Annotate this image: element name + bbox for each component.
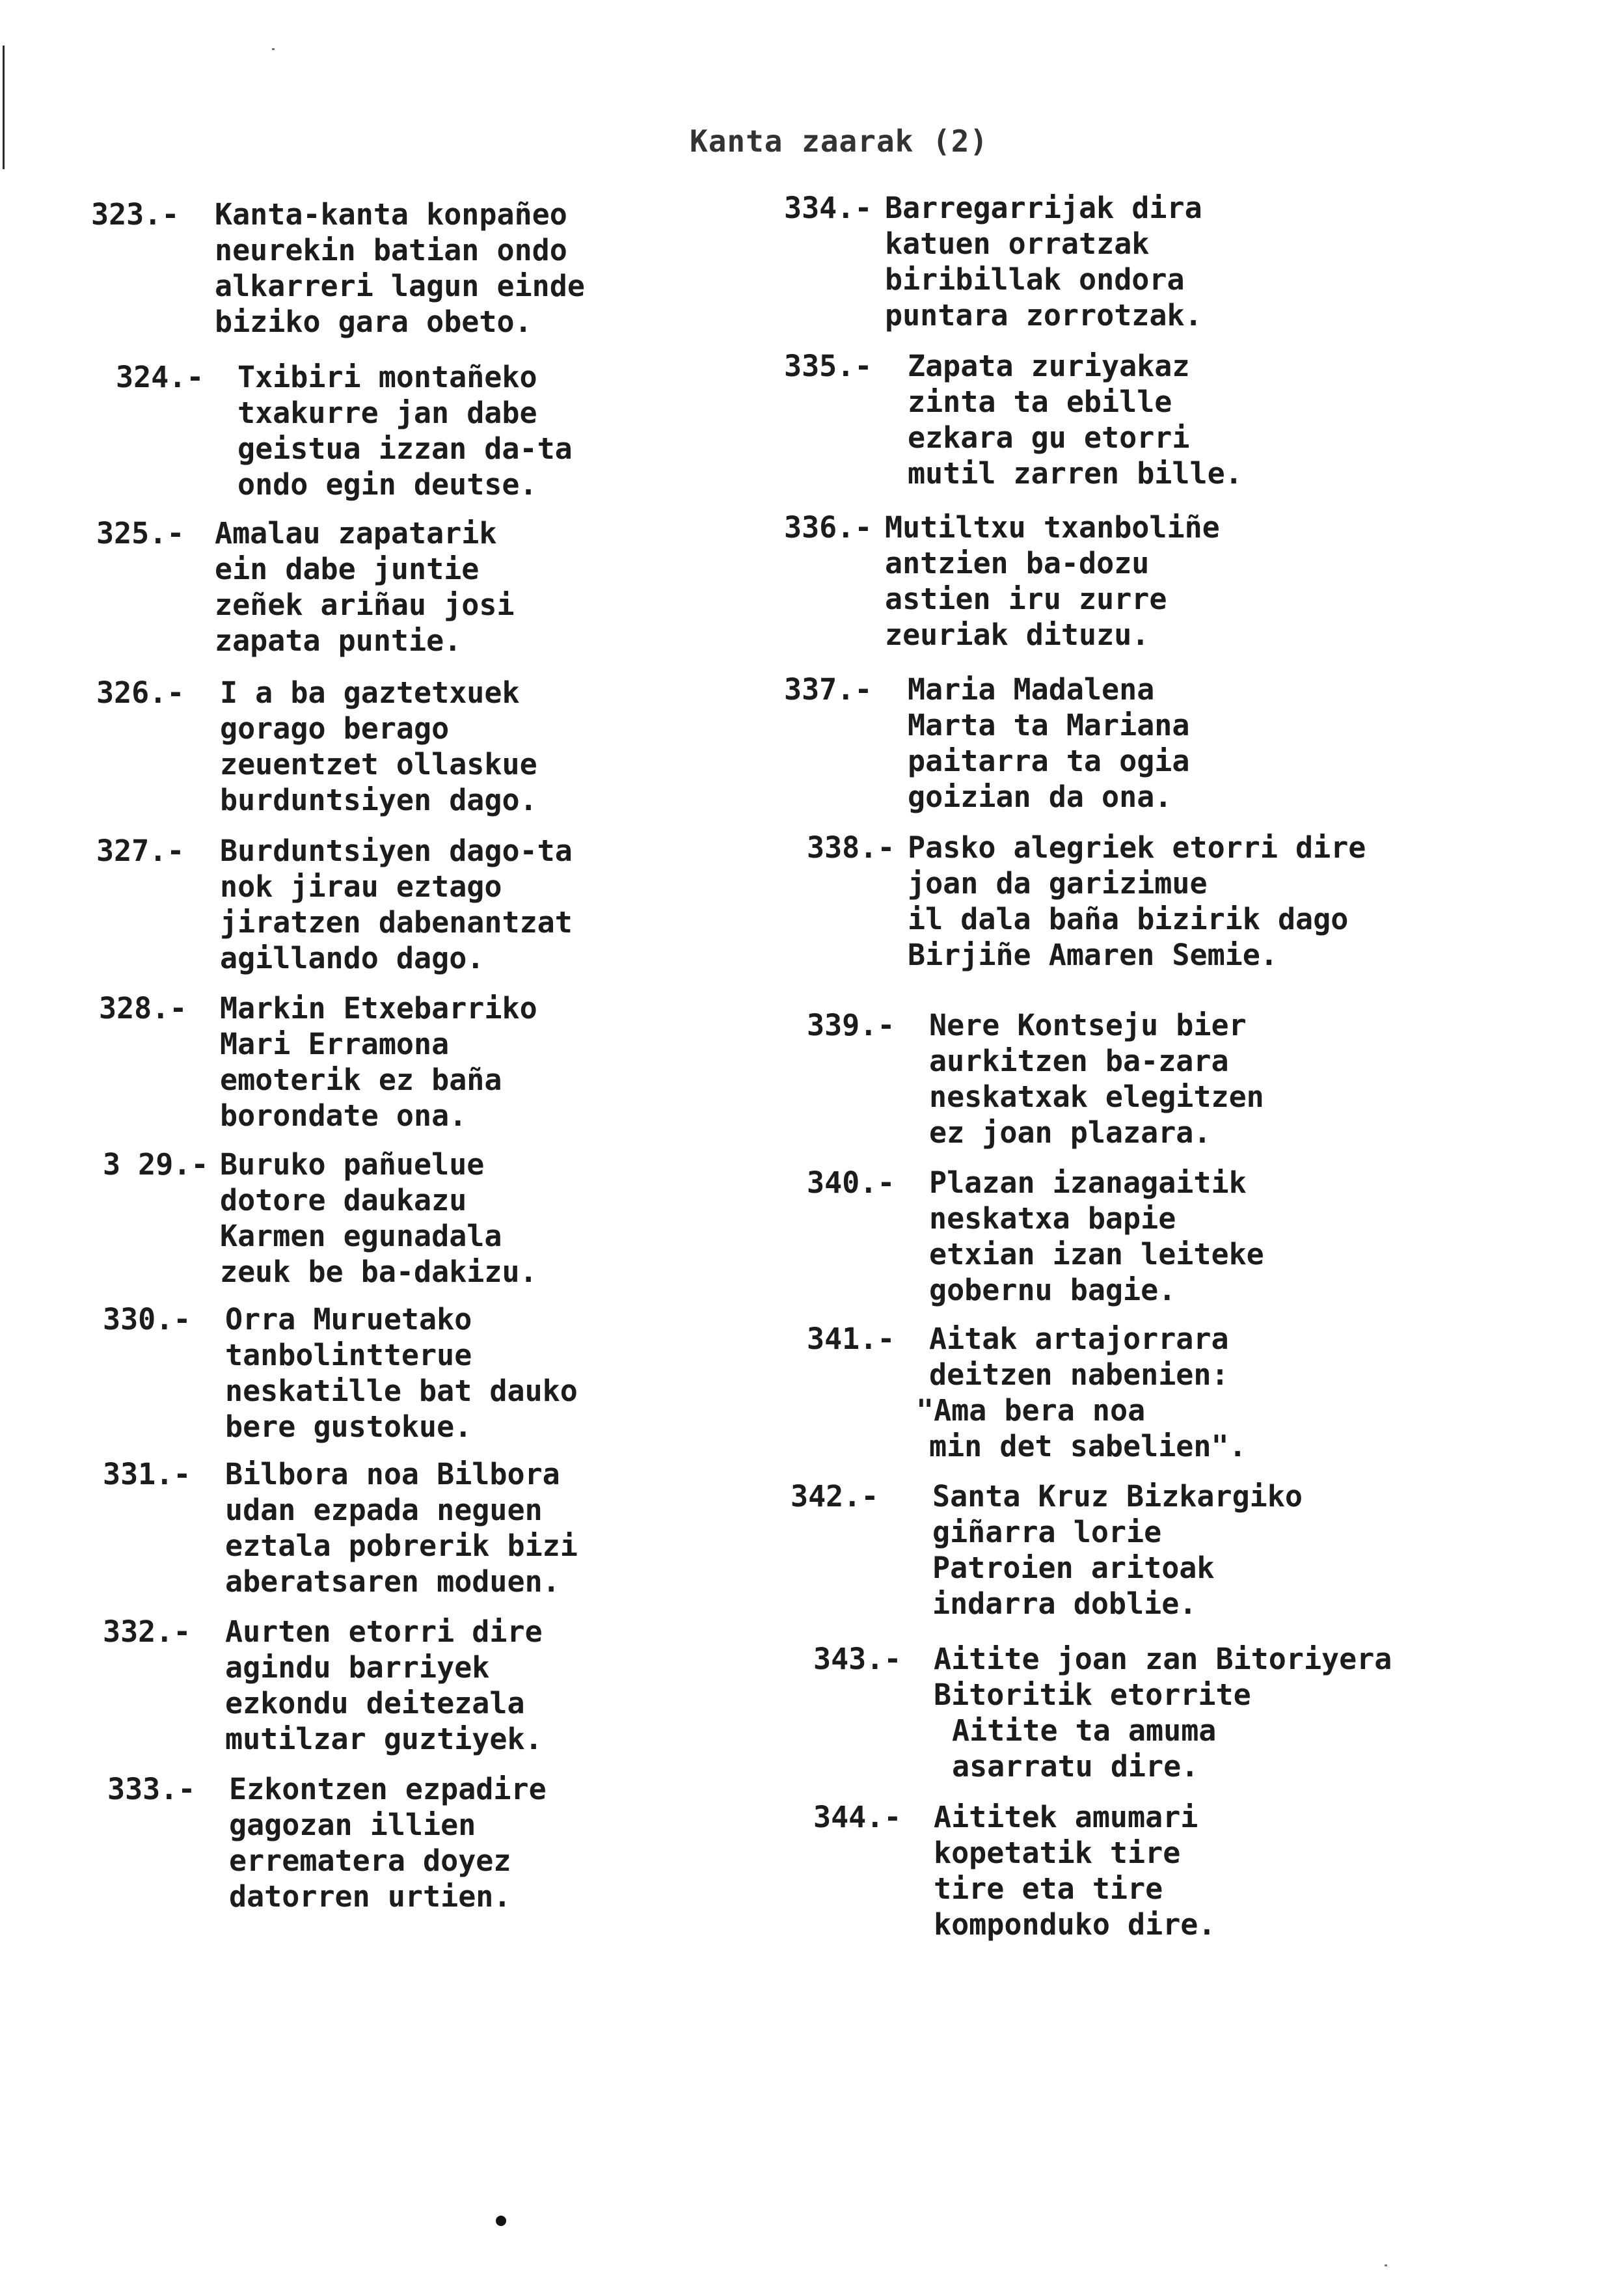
verse-line: giñarra lorie xyxy=(932,1515,1162,1549)
verse-line: ein dabe juntie xyxy=(215,552,480,586)
verse-line: I a ba gaztetxuek xyxy=(220,675,520,710)
verse-line: Burduntsiyen dago-ta xyxy=(220,834,573,868)
verse-line: gagozan illien xyxy=(229,1808,476,1842)
verse-line: Aitak artajorrara xyxy=(929,1322,1229,1356)
verse-line: Maria Madalena xyxy=(908,672,1155,707)
verse-line: zeuentzet ollaskue xyxy=(220,747,537,781)
verse-line: joan da garizimue xyxy=(908,866,1208,901)
verse-line: bere gustokue. xyxy=(225,1409,472,1444)
scan-speck xyxy=(1385,2264,1387,2266)
ink-dot xyxy=(496,2216,506,2226)
verse-line: aurkitzen ba-zara xyxy=(929,1044,1229,1078)
verse-line: alkarreri lagun einde xyxy=(215,269,585,303)
verse-number: 325.- xyxy=(96,516,185,550)
verse-line: agillando dago. xyxy=(220,941,485,975)
verse-line: txakurre jan dabe xyxy=(237,396,537,430)
verse-line: biziko gara obeto. xyxy=(215,305,532,339)
verse-line: errematera doyez xyxy=(229,1843,511,1878)
verse-number: 330.- xyxy=(103,1302,191,1337)
verse-number: 337.- xyxy=(784,672,873,707)
verse-line: mutil zarren bille. xyxy=(908,456,1243,491)
verse-number: 342.- xyxy=(791,1479,879,1514)
verse-line: neurekin batian ondo xyxy=(215,233,567,267)
scan-edge-line xyxy=(3,46,5,169)
verse-number: 327.- xyxy=(96,834,185,868)
verse-line: burduntsiyen dago. xyxy=(220,783,537,817)
verse-line: udan ezpada neguen xyxy=(225,1493,543,1527)
verse-line: aberatsaren moduen. xyxy=(225,1564,560,1599)
verse-line: ezkondu deitezala xyxy=(225,1686,525,1720)
verse-line: Plazan izanagaitik xyxy=(929,1165,1247,1200)
verse-number: 336.- xyxy=(784,510,873,545)
verse-line: Zapata zuriyakaz xyxy=(908,349,1190,383)
verse-line: Bitoritik etorrite xyxy=(934,1678,1251,1712)
verse-line: paitarra ta ogia xyxy=(908,744,1190,778)
verse-line: tanbolintterue xyxy=(225,1338,472,1372)
verse-line: Mutiltxu txanboliñe xyxy=(885,510,1220,545)
verse-line: neskatxak elegitzen xyxy=(929,1080,1264,1114)
verse-line: kopetatik tire xyxy=(934,1836,1181,1870)
verse-line: Ezkontzen ezpadire xyxy=(229,1772,547,1806)
verse-line: borondate ona. xyxy=(220,1098,467,1133)
verse-line: Aitite ta amuma xyxy=(952,1713,1217,1748)
verse-line: etxian izan leiteke xyxy=(929,1237,1264,1271)
verse-line: komponduko dire. xyxy=(934,1907,1216,1942)
verse-line: zeuk be ba-dakizu. xyxy=(220,1255,537,1289)
verse-line: zeuriak dituzu. xyxy=(885,618,1150,652)
verse-line: Birjiñe Amaren Semie. xyxy=(908,938,1278,972)
verse-line: Marta ta Mariana xyxy=(908,708,1190,742)
verse-line: Nere Kontseju bier xyxy=(929,1008,1247,1042)
verse-line: "Ama bera noa xyxy=(916,1393,1146,1428)
verse-line: min det sabelien". xyxy=(929,1429,1247,1463)
verse-line: agindu barriyek xyxy=(225,1650,490,1685)
verse-line: Orra Muruetako xyxy=(225,1302,472,1337)
verse-number: 334.- xyxy=(784,191,873,225)
verse-number: 324.- xyxy=(116,360,204,394)
verse-line: gorago berago xyxy=(220,711,450,746)
verse-line: ondo egin deutse. xyxy=(237,467,537,502)
verse-line: jiratzen dabenantzat xyxy=(220,905,573,940)
verse-line: Aitite joan zan Bitoriyera xyxy=(934,1642,1392,1676)
scan-speck xyxy=(272,48,275,50)
verse-line: emoterik ez baña xyxy=(220,1063,502,1097)
verse-number: 339.- xyxy=(807,1008,895,1042)
verse-number: 344.- xyxy=(813,1800,902,1834)
verse-number: 335.- xyxy=(784,349,873,383)
verse-line: Amalau zapatarik xyxy=(215,516,497,550)
verse-number: 3 29.- xyxy=(103,1147,209,1182)
verse-line: Buruko pañuelue xyxy=(220,1147,485,1182)
verse-line: katuen orratzak xyxy=(885,226,1150,261)
verse-line: neskatxa bapie xyxy=(929,1201,1176,1236)
verse-number: 340.- xyxy=(807,1165,895,1200)
verse-line: geistua izzan da-ta xyxy=(237,431,573,466)
verse-line: dotore daukazu xyxy=(220,1183,467,1217)
verse-line: astien iru zurre xyxy=(885,582,1167,616)
verse-line: Santa Kruz Bizkargiko xyxy=(932,1479,1303,1514)
verse-line: Txibiri montañeko xyxy=(237,360,537,394)
verse-line: asarratu dire. xyxy=(952,1749,1199,1784)
verse-line: neskatille bat dauko xyxy=(225,1374,578,1408)
verse-line: Mari Erramona xyxy=(220,1027,450,1061)
verse-line: Aurten etorri dire xyxy=(225,1614,543,1649)
verse-number: 341.- xyxy=(807,1322,895,1356)
verse-line: Patroien aritoak xyxy=(932,1551,1215,1585)
verse-line: ez joan plazara. xyxy=(929,1115,1211,1150)
verse-line: Kanta-kanta konpañeo xyxy=(215,197,567,232)
verse-line: goizian da ona. xyxy=(908,780,1172,814)
verse-line: nok jirau eztago xyxy=(220,869,502,904)
verse-line: zeñek ariñau josi xyxy=(215,588,515,622)
verse-line: ezkara gu etorri xyxy=(908,420,1190,455)
verse-line: deitzen nabenien: xyxy=(929,1357,1229,1392)
verse-number: 343.- xyxy=(813,1642,902,1676)
verse-line: Karmen egunadala xyxy=(220,1219,502,1253)
verse-number: 323.- xyxy=(91,197,180,232)
verse-line: datorren urtien. xyxy=(229,1879,511,1914)
verse-number: 328.- xyxy=(99,991,187,1026)
verse-line: biribillak ondora xyxy=(885,262,1185,297)
verse-line: Barregarrijak dira xyxy=(885,191,1202,225)
verse-line: gobernu bagie. xyxy=(929,1273,1176,1307)
verse-line: il dala baña bizirik dago xyxy=(908,902,1349,936)
verse-number: 326.- xyxy=(96,675,185,710)
verse-line: Bilbora noa Bilbora xyxy=(225,1457,560,1491)
verse-line: zapata puntie. xyxy=(215,623,462,658)
verse-line: puntara zorrotzak. xyxy=(885,298,1202,333)
verse-line: eztala pobrerik bizi xyxy=(225,1528,578,1563)
verse-line: antzien ba-dozu xyxy=(885,546,1150,580)
verse-line: tire eta tire xyxy=(934,1871,1163,1906)
verse-line: indarra doblie. xyxy=(932,1586,1197,1621)
verse-number: 331.- xyxy=(103,1457,191,1491)
verse-line: mutilzar guztiyek. xyxy=(225,1722,543,1756)
verse-line: Aititek amumari xyxy=(934,1800,1198,1834)
verse-line: Markin Etxebarriko xyxy=(220,991,537,1026)
verse-line: Pasko alegriek etorri dire xyxy=(908,830,1366,865)
page-header: Kanta zaarak (2) xyxy=(690,124,989,159)
verse-line: zinta ta ebille xyxy=(908,385,1172,419)
verse-number: 338.- xyxy=(807,830,895,865)
verse-number: 332.- xyxy=(103,1614,191,1649)
verse-number: 333.- xyxy=(107,1772,196,1806)
